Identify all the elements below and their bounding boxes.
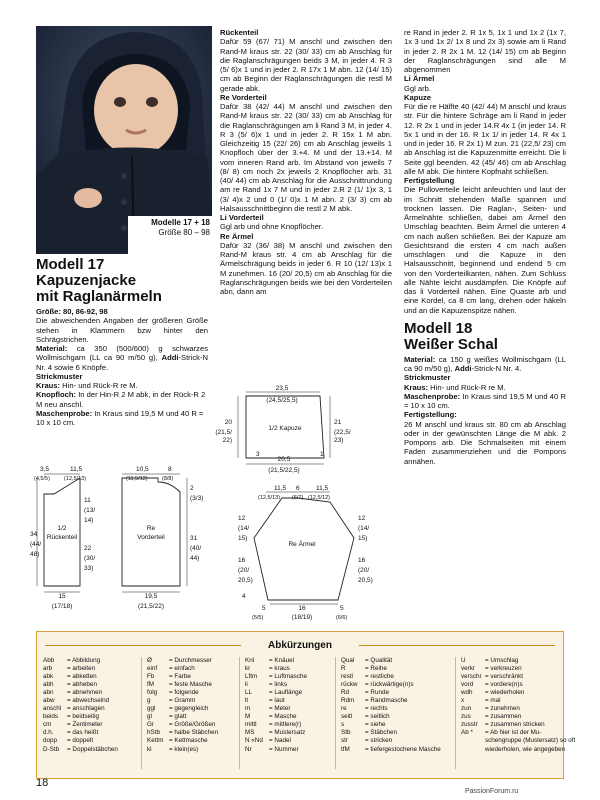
svg-text:15): 15) — [358, 535, 368, 542]
abbreviation-value: = klein(es) — [169, 745, 199, 753]
abbreviation-row — [461, 673, 575, 681]
model17-kraus: Kraus: Hin- und Rück-R re M. — [36, 381, 138, 390]
abbreviation-key: beids — [43, 713, 59, 721]
abbreviation-value: = das heißt — [67, 729, 99, 737]
svg-text:(3/3): (3/3) — [190, 495, 204, 502]
abbreviation-key: vord — [461, 681, 474, 689]
abbreviation-key: restl — [341, 673, 353, 681]
abbreviation-value: = tiefergestochene Masche — [365, 745, 441, 753]
svg-text:16: 16 — [358, 557, 366, 564]
svg-text:(6/6): (6/6) — [336, 615, 348, 621]
abbreviations-col-3 — [245, 657, 307, 754]
abbreviation-value: schengruppe (Mustersatz) so oft — [485, 737, 576, 745]
abbreviation-row — [341, 673, 441, 681]
abbreviation-row — [461, 721, 575, 729]
abbreviation-row — [245, 713, 307, 721]
svg-text:16: 16 — [298, 605, 306, 612]
liarmel-heading: Li Ärmel — [404, 74, 435, 84]
lvorder-heading: Li Vorderteil — [220, 213, 264, 222]
svg-text:(8/8): (8/8) — [162, 476, 174, 482]
model18-kraus: Kraus: Hin- und Rück-R re M. — [404, 382, 506, 392]
abbreviation-value: = verkreuzen — [485, 665, 522, 673]
svg-text:15): 15) — [238, 535, 248, 542]
svg-text:22): 22) — [222, 437, 232, 444]
abbreviation-row — [147, 721, 218, 729]
abbreviations-col-5 — [461, 657, 575, 754]
abbreviation-value: = folgende — [169, 689, 199, 697]
abbreviation-row — [341, 665, 441, 673]
abbreviation-value: = Zentimeter — [67, 721, 103, 729]
svg-text:11,5: 11,5 — [70, 466, 83, 473]
abbreviation-key: g — [147, 697, 151, 705]
abbreviation-value: = siehe — [365, 721, 386, 729]
abbreviation-key: folg — [147, 689, 158, 697]
svg-text:20,5: 20,5 — [277, 456, 291, 463]
abbreviation-key: wdh — [461, 689, 473, 697]
svg-text:23): 23) — [334, 437, 344, 444]
ruecken-text: Dafür 59 (67/ 71) M anschl und zwischen den Rand-M kraus str. 22 (30/ 33) cm ab Anschlag für die Raglanschrägungen beids 3 M, in jeder 4. R 3 (5/ 6)x 1 und in jeder 2. R 17x 1 M abn. 12 (14/ 15) cm ab Beginn der Raglanschrägungen die restl M gerade abk. — [220, 37, 392, 93]
abbreviation-row — [341, 721, 441, 729]
fertig-text: Die Pulloverteile leicht anfeuchten und laut der im Schnitt stehenden Maße spannen und trocknen lassen. Die Raglan-, Seiten- und Ärmelnähte schließen, dabei am Ärmel den Umschlag beachten. Beim Ärmel die unteren 4 cm nach außen schließen. Bei der Kapuze am Gesichtsrand die ersten 4 cm nach außen umschlagen und die Kapuze in den Halsausschnitt, beginnend und endend 5 cm von den Vorderteilkanten, nähen. Zum Schluss alle Nähte leicht ausdämpfen. Die Knöpfe auf das li Vorderteil nähen. Eine Quaste arb und eine Kordel, ca 8 cm lang, drehen oder häkeln und an die Kapuzenspitze nähen. — [404, 185, 566, 315]
svg-text:(17/18): (17/18) — [51, 603, 73, 610]
abbreviation-key: zusstr — [461, 721, 478, 729]
rvorder-text: Dafür 38 (42/ 44) M anschl und zwischen den Rand-M kraus str. 22 (30/ 33) cm ab Anschlag für die Raglanschrägungen am li Rand 3 M, in jeder 4. R 3 (5/ 6)x 1 und in jeder 2. R 15x 1 M abn. Gleichzeitig 15 (22/ 26) cm ab Anschlag jeweils 1 Knopfloch über der 3.+4. M und der 13.+14. M vom inneren Rand arb. Im Abstand von jeweils 7 (8/ 8) cm noch 2x jeweils 2 Knopflöcher arb. 31 (40/ 44) cm ab Anschlag für die Ausschnittrundung am re Rand 1x 7 M und in jeder 2.R 2 (1/ 1)x 3, 1 (3/ 4)x 2 und 0 (1/ 0)x 1 M abn. 2 (3/ 3) cm ab Halsausschnittbeginn die restl 2 M abk. — [220, 102, 392, 213]
abbreviation-value: = Meter — [269, 705, 291, 713]
abbreviation-key: m — [245, 705, 251, 713]
svg-text:48): 48) — [30, 551, 40, 558]
abbreviation-row — [147, 681, 218, 689]
svg-text:33): 33) — [84, 565, 94, 572]
knitting-schematics — [30, 378, 400, 628]
svg-text:20,5): 20,5) — [238, 577, 253, 584]
abbreviation-value: = Qualität — [365, 657, 393, 664]
abbreviation-row — [461, 729, 575, 737]
abbreviation-row — [43, 713, 118, 721]
abbreviation-value: = halbe Stäbchen — [169, 729, 219, 737]
abbreviation-row — [43, 665, 118, 673]
abbreviation-value: = Kettmasche — [169, 737, 208, 745]
abbreviation-value: = kraus — [269, 665, 290, 673]
svg-text:(21,5/: (21,5/ — [215, 429, 232, 436]
abbreviation-value: = Masche — [269, 713, 297, 721]
abbreviation-key: rückw — [341, 681, 358, 689]
abbreviation-key: zus — [461, 713, 471, 721]
abbreviation-row — [461, 697, 575, 705]
abbreviation-key: s — [341, 721, 345, 729]
svg-text:(40/: (40/ — [190, 545, 202, 552]
svg-text:(14/: (14/ — [238, 525, 250, 532]
svg-text:Re Ärmel: Re Ärmel — [288, 541, 316, 548]
abbreviation-value: = Farbe — [169, 673, 191, 681]
abbreviation-value: = laut — [269, 697, 285, 705]
abbreviation-value: = zunehmen — [485, 705, 520, 713]
model17-size: Größe: 80, 86-92, 98 — [36, 307, 108, 316]
abbreviation-key: Lftm — [245, 673, 258, 681]
abbreviation-row — [147, 746, 218, 754]
svg-text:19,5: 19,5 — [144, 593, 158, 600]
abbreviation-key: x — [461, 697, 465, 705]
abbreviation-value: = Mustersatz — [269, 729, 306, 737]
abbreviation-key: gl — [147, 713, 152, 721]
abbreviations-col-2 — [147, 657, 218, 754]
abbreviation-row — [461, 657, 575, 665]
abbreviation-key: R — [341, 665, 346, 673]
abbreviation-value: = anschlagen — [67, 705, 105, 713]
liarmel-text: Ggl arb. — [404, 83, 432, 93]
svg-text:1/2: 1/2 — [57, 525, 67, 532]
abbreviation-key: Stb — [341, 729, 351, 737]
svg-text:(22,5/: (22,5/ — [334, 429, 351, 436]
abbreviation-row — [245, 697, 307, 705]
fertig-heading: Fertigstellung — [404, 176, 455, 185]
abbreviation-value: = Runde — [365, 689, 389, 697]
svg-text:34: 34 — [30, 531, 38, 538]
abbreviation-row — [461, 746, 575, 754]
svg-text:(24,5/25,5): (24,5/25,5) — [266, 397, 298, 404]
abbreviation-row — [341, 697, 441, 705]
model17-title: Modell 17 Kapuzenjacke mit Raglanärmeln — [36, 256, 162, 305]
ruecken-shape — [44, 478, 80, 586]
abbreviation-row — [341, 689, 441, 697]
abbreviation-row — [245, 737, 307, 745]
abbreviation-row — [245, 665, 307, 673]
abbreviation-value: = beidseitig — [67, 713, 100, 721]
abbreviation-key: Knl — [245, 657, 255, 664]
abbreviation-value: = Nadel — [269, 737, 291, 745]
abbreviation-value: = Gramm — [169, 697, 196, 705]
caption-size: Größe 80 – 98 — [158, 228, 210, 237]
abbreviation-value: = feste Masche — [169, 681, 212, 689]
svg-text:11,5: 11,5 — [274, 485, 287, 492]
abbreviation-key: kl — [147, 745, 152, 753]
abbreviation-row — [461, 689, 575, 697]
abbreviation-value: = Lauflänge — [269, 689, 303, 697]
abbreviation-row — [341, 737, 441, 745]
svg-text:15: 15 — [58, 593, 66, 600]
svg-text:1: 1 — [320, 451, 324, 458]
svg-text:(20/: (20/ — [358, 567, 370, 574]
abbreviation-row — [147, 665, 218, 673]
abbreviation-row — [43, 705, 118, 713]
abbreviation-key: hStb — [147, 729, 160, 737]
abbreviation-key: abw — [43, 697, 55, 705]
abbreviation-row — [245, 689, 307, 697]
abbreviations-header — [37, 639, 563, 652]
abbreviation-key: Kettm — [147, 737, 164, 745]
abbreviation-row — [147, 657, 218, 665]
model17-knopfloch: Knopfloch: In der Hin-R 2 M abk, in der Rück-R 2 M neu anschl. — [36, 390, 206, 409]
abbreviation-row — [245, 681, 307, 689]
abbreviation-value: = mal — [485, 697, 501, 705]
abbreviation-row — [341, 657, 441, 665]
svg-text:(12,5/13): (12,5/13) — [64, 476, 87, 482]
svg-text:12: 12 — [358, 515, 366, 522]
abbreviation-row — [461, 665, 575, 673]
svg-text:11: 11 — [84, 497, 91, 504]
abbreviation-value: = arbeiten — [67, 665, 96, 673]
svg-text:3,5: 3,5 — [40, 466, 50, 473]
abbreviation-value: = abnehmen — [67, 689, 103, 697]
abbreviation-value: = Reihe — [365, 665, 387, 673]
abbreviation-row — [245, 746, 307, 754]
abbreviation-key: abn — [43, 689, 54, 697]
abbreviation-key: Qual — [341, 657, 355, 664]
abbreviation-key: d.h. — [43, 729, 54, 737]
abbreviation-value: = abwechselnd — [67, 697, 110, 705]
model18-material: Material: ca 150 g weißes Wollmischgarn (LL ca 90 m/50 g), Addi-Strick-N Nr. 4. — [404, 354, 566, 373]
model18-fertig-text: 26 M anschl und kraus str. 80 cm ab Anschlag oder in der gewünschten Länge die M abk. 2 Pompons arb. Die Schmalseiten mit einem Faden zusammenziehen und die Pompons annähen. — [404, 419, 566, 466]
abbreviation-value: = vordere(n)s — [485, 681, 523, 689]
abbreviation-row — [147, 697, 218, 705]
svg-text:6: 6 — [296, 485, 300, 492]
abbreviation-value: = zusammen stricken — [485, 721, 545, 729]
abbreviation-row — [461, 705, 575, 713]
svg-text:(14/: (14/ — [358, 525, 370, 532]
abbreviation-row — [43, 721, 118, 729]
abbreviation-value: = zusammen — [485, 713, 522, 721]
svg-text:20,5): 20,5) — [358, 577, 373, 584]
cont-text: re Rand in jeder 2. R 1x 5, 1x 1 und 1x 2 (1x 7, 1x 3 und 1x 2/ 1x 8 und 2x 3) sowie am li Rand in jeder 2. R 2x 1 M. 12 (14/ 15) cm ab Beginn der Raglanschrägungen sind alle M abgenommen — [404, 28, 566, 74]
abbreviation-row — [43, 673, 118, 681]
svg-text:(18/19): (18/19) — [291, 614, 313, 621]
abbreviation-key: anschl — [43, 705, 62, 713]
kapuze-text: Für die re Hälfte 40 (42/ 44) M anschl und kraus str. Für die hintere Schräge am li Rand in jeder 12. R 2x 1 und in jeder 14.R 4x 1 (in jeder 14. R 5x 1 und in der 16. R 1x 1/ in jeder 14. R 4x 1 und in jeder 16. R 2x 1) M zun. 21 (22,5/ 23) cm ab Anschlag ist die Kapuzenmitte erreicht. Die li Seite ggl beenden. 42 (45/ 46) cm ab Anschlag alle M abk. Die hintere Kopfnaht schließen. — [404, 102, 566, 176]
abbreviation-key: Fb — [147, 673, 155, 681]
svg-text:(5/5): (5/5) — [252, 615, 264, 621]
abbreviation-key: li — [245, 681, 248, 689]
abbreviation-key: arb — [43, 665, 53, 673]
abbreviation-value: = Knäuel — [269, 657, 295, 664]
abbreviation-key: abh — [43, 681, 54, 689]
abbreviation-key: Ab * — [461, 729, 473, 737]
svg-text:(4,5/5): (4,5/5) — [34, 476, 50, 482]
abbreviation-row — [147, 729, 218, 737]
abbreviation-row — [245, 721, 307, 729]
abbreviation-key: kr — [245, 665, 251, 673]
abbreviation-key: einf — [147, 665, 158, 673]
photo-caption — [128, 218, 210, 238]
abbreviation-row — [245, 673, 307, 681]
abbreviation-key: seitl — [341, 713, 353, 721]
abbreviation-key: M — [245, 713, 251, 721]
abbreviation-value: = restliche — [365, 673, 394, 681]
abbreviation-value: = doppelt — [67, 737, 94, 745]
abbreviation-value: = verschränkt — [485, 673, 523, 681]
abbreviation-row — [147, 689, 218, 697]
abbreviation-row — [43, 746, 118, 754]
svg-text:(12,5/12): (12,5/12) — [308, 495, 331, 501]
abbreviation-value: = rechts — [365, 705, 388, 713]
model17-strickmuster: Strickmuster — [36, 371, 83, 381]
abbreviation-value: = abketten — [67, 673, 97, 681]
abbreviations-col-4 — [341, 657, 441, 754]
svg-text:(20/: (20/ — [238, 567, 250, 574]
svg-text:(21,5/22): (21,5/22) — [137, 603, 165, 610]
svg-text:16: 16 — [238, 557, 246, 564]
svg-text:11,5: 11,5 — [316, 485, 329, 492]
abbreviation-value: = Ab hier ist der Mu- — [485, 729, 542, 737]
abbreviation-value: = stricken — [365, 737, 393, 745]
abbreviation-key: MS — [245, 729, 255, 737]
abbreviation-row — [461, 713, 575, 721]
rvorder-heading: Re Vorderteil — [220, 92, 267, 102]
abbreviation-value: = einfach — [169, 665, 195, 673]
svg-text:(6/7): (6/7) — [292, 495, 304, 501]
svg-text:31: 31 — [190, 535, 198, 542]
abbreviation-row — [147, 705, 218, 713]
abbreviation-key: LL — [245, 689, 253, 697]
svg-text:Re: Re — [146, 525, 156, 532]
kapuze-heading: Kapuze — [404, 92, 432, 102]
abbreviation-value: = Luftmasche — [269, 673, 307, 681]
abbreviation-value: = Umschlag — [485, 657, 519, 664]
svg-text:12: 12 — [238, 515, 246, 522]
instructions-column-2 — [220, 28, 392, 296]
aermel-shape — [254, 498, 354, 600]
abbreviation-key: verschr — [461, 673, 482, 681]
abbreviation-value: = abheben — [67, 681, 97, 689]
abbreviation-row — [341, 681, 441, 689]
watermark: PassionForum.ru — [465, 788, 519, 795]
abbreviation-row — [43, 729, 118, 737]
model17-maschenprobe: Maschenprobe: In Kraus sind 19,5 M und 40 R = 10 x 10 cm. — [36, 408, 204, 427]
abbreviation-key: lt — [245, 697, 249, 705]
model17-intro: Die abweichenden Angaben der größeren Größe stehen in Klammern bzw hinter den Schrägstrichen. — [36, 316, 208, 344]
abbreviation-row — [43, 681, 118, 689]
lvorder-text: Ggl arb und ohne Knopflöcher. — [220, 222, 324, 232]
svg-text:Rückenteil: Rückenteil — [46, 534, 78, 541]
abbreviation-row — [43, 697, 118, 705]
model18-fertig-heading: Fertigstellung: — [404, 410, 457, 420]
svg-text:2: 2 — [190, 485, 194, 492]
abbreviation-row — [43, 737, 118, 745]
abbreviation-key: Rdm — [341, 697, 355, 705]
abbreviation-value: = Nummer — [269, 745, 299, 753]
svg-text:14): 14) — [84, 517, 94, 524]
abbreviation-value: wiederholen, wie angegeben — [485, 745, 566, 753]
svg-text:(13/: (13/ — [84, 507, 96, 514]
page-number: 18 — [36, 777, 49, 789]
abbreviation-key: ggl — [147, 705, 156, 713]
abbreviation-key: Rd — [341, 689, 350, 697]
abbreviation-value: = glatt — [169, 713, 187, 721]
abbreviation-row — [147, 673, 218, 681]
abbreviation-row — [341, 705, 441, 713]
abbreviation-key: dopp — [43, 737, 58, 745]
abbreviation-row — [341, 746, 441, 754]
abbreviation-value: = rückwärtige(n)s — [365, 681, 414, 689]
abbreviation-row — [147, 713, 218, 721]
rearmel-text: Dafür 32 (36/ 38) M anschl und zwischen den Rand-M kraus str. 4 cm ab Anschlag für die Ärmelschrägung beids in jeder 6. R 10 (12/ 13)x 1 M zunehmen. 16 (20/ 20,5) cm ab Anschlag für die Raglanschrägungen beids wie bei den Vorderteilen abn, dann am — [220, 240, 392, 296]
vorder-shape — [122, 478, 180, 586]
abbreviation-key: tfM — [341, 745, 350, 753]
abbreviation-key: str — [341, 737, 348, 745]
abbreviation-key: D-Stb — [43, 745, 60, 753]
svg-text:(12,5/13): (12,5/13) — [258, 495, 281, 501]
abbreviation-value: = Randmasche — [365, 697, 408, 705]
ruecken-heading: Rückenteil — [220, 28, 259, 37]
model18-strickmuster: Strickmuster — [404, 373, 451, 383]
abbreviation-key: N «Nd — [245, 737, 263, 745]
abbreviations-box — [36, 631, 576, 779]
abbreviation-row — [341, 713, 441, 721]
abbreviation-row — [245, 705, 307, 713]
abbreviation-row — [461, 737, 575, 745]
abbreviation-row — [147, 737, 218, 745]
svg-text:4: 4 — [242, 593, 246, 600]
abbreviation-value: = Abbildung — [67, 657, 101, 664]
abbreviation-row — [245, 657, 307, 665]
svg-text:1/2 Kapuze: 1/2 Kapuze — [268, 425, 302, 432]
abbreviation-value: = seitlich — [365, 713, 390, 721]
svg-text:(30/: (30/ — [84, 555, 96, 562]
abbreviations-title: Abkürzungen — [268, 640, 332, 651]
abbreviation-row — [43, 657, 118, 665]
abbreviation-key: Abb — [43, 657, 55, 664]
svg-text:(11,5/12): (11,5/12) — [126, 476, 148, 482]
model18-maschenprobe: Maschenprobe: In Kraus sind 19,5 M und 40 R = 10 x 10 cm. — [404, 391, 566, 410]
model18-title: Modell 18 Weißer Schal — [404, 319, 498, 353]
abbreviation-key: mittl — [245, 721, 257, 729]
abbreviation-row — [245, 729, 307, 737]
abbreviation-value: = Größe/Größen — [169, 721, 216, 729]
abbreviation-key: U — [461, 657, 466, 664]
svg-text:(44/: (44/ — [30, 541, 42, 548]
svg-text:3: 3 — [256, 451, 260, 458]
abbreviation-value: = Doppelstäbchen — [67, 745, 118, 753]
abbreviation-value: = wiederholen — [485, 689, 525, 697]
abbreviation-value: = mittlere(r) — [269, 721, 302, 729]
abbreviation-key: cm — [43, 721, 52, 729]
abbreviation-value: = Durchmesser — [169, 657, 212, 664]
abbreviation-row — [43, 689, 118, 697]
caption-model: Modelle 17 + 18 — [151, 218, 210, 227]
abbreviation-row — [341, 729, 441, 737]
svg-text:Vorderteil: Vorderteil — [137, 534, 165, 541]
svg-text:23,5: 23,5 — [275, 385, 289, 392]
abbreviation-key: re — [341, 705, 347, 713]
abbreviation-key: Ø — [147, 657, 152, 664]
svg-text:5: 5 — [340, 605, 344, 612]
abbreviations-col-1 — [43, 657, 118, 754]
abbreviation-key: Nr — [245, 745, 252, 753]
abbreviation-key: zun — [461, 705, 472, 713]
svg-text:8: 8 — [168, 466, 172, 473]
abbreviation-key: fM — [147, 681, 154, 689]
abbreviation-row — [461, 681, 575, 689]
svg-text:20: 20 — [224, 419, 232, 426]
instructions-column-3 — [404, 28, 566, 466]
abbreviation-value: = gegengleich — [169, 705, 209, 713]
svg-text:10,5: 10,5 — [136, 466, 149, 473]
rearmel-heading: Re Ärmel — [220, 231, 254, 241]
model17-material: Material: ca 350 (500/600) g schwarzes Wollmischgarn (LL ca 90 m/50 g), Addi-Strick-N Nr. 4 sowie 6 Knöpfe. — [36, 344, 208, 372]
svg-text:5: 5 — [262, 605, 266, 612]
abbreviation-key: verkr — [461, 665, 475, 673]
abbreviation-value: = links — [269, 681, 288, 689]
svg-text:22: 22 — [84, 545, 92, 552]
abbreviation-value: = Stäbchen — [365, 729, 398, 737]
svg-text:21: 21 — [334, 419, 342, 426]
svg-text:(21,5/22,5): (21,5/22,5) — [268, 467, 300, 474]
svg-text:44): 44) — [190, 555, 200, 562]
abbreviation-key: Gr — [147, 721, 154, 729]
abbreviation-key: abk — [43, 673, 54, 681]
